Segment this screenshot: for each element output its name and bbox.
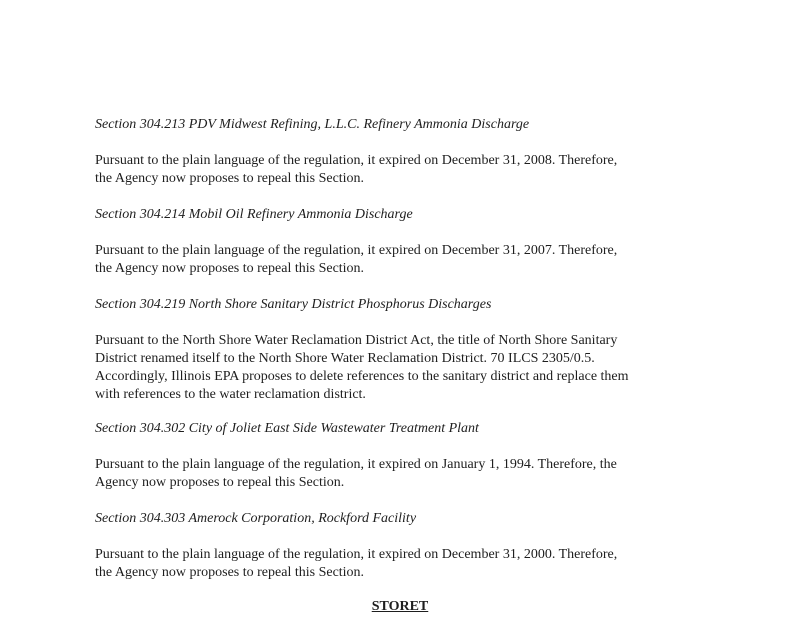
- paragraph-line: Pursuant to the plain language of the regulation, it expired on December 31, 2000. Therefore,: [95, 547, 618, 562]
- paragraph-line: the Agency now proposes to repeal this Section.: [95, 261, 365, 276]
- section-heading: Section 304.303 Amerock Corporation, Rockford Facility: [95, 511, 417, 526]
- paragraph-line: the Agency now proposes to repeal this Section.: [95, 565, 365, 580]
- section-paragraph: [95, 242, 707, 278]
- section-paragraph: [95, 332, 707, 404]
- section-paragraph: [95, 546, 707, 582]
- paragraph-line: with references to the water reclamation district.: [95, 387, 366, 402]
- paragraph-line: Pursuant to the plain language of the regulation, it expired on January 1, 1994. Therefore, the: [95, 457, 617, 472]
- paragraph-line: Pursuant to the plain language of the regulation, it expired on December 31, 2007. Therefore,: [95, 243, 618, 258]
- paragraph-line: Agency now proposes to repeal this Section.: [95, 475, 345, 490]
- section-paragraph: [95, 456, 707, 492]
- paragraph-line: Pursuant to the plain language of the regulation, it expired on December 31, 2008. Therefore,: [95, 153, 618, 168]
- section-heading: Section 304.213 PDV Midwest Refining, L.L.C. Refinery Ammonia Discharge: [95, 117, 530, 132]
- section-heading: Section 304.219 North Shore Sanitary District Phosphorus Discharges: [95, 297, 492, 312]
- section-heading: Section 304.302 City of Joliet East Side Wastewater Treatment Plant: [95, 421, 479, 436]
- paragraph-line: Pursuant to the North Shore Water Reclamation District Act, the title of North Shore Sanitary: [95, 333, 618, 348]
- paragraph-line: District renamed itself to the North Shore Water Reclamation District. 70 ILCS 2305/0.5.: [95, 351, 595, 366]
- section-paragraph: [95, 152, 707, 188]
- paragraph-line: the Agency now proposes to repeal this Section.: [95, 171, 365, 186]
- paragraph-line: Accordingly, Illinois EPA proposes to delete references to the sanitary district and replace them: [95, 369, 629, 384]
- storet-heading: STORET: [371, 599, 429, 614]
- section-heading: Section 304.214 Mobil Oil Refinery Ammonia Discharge: [95, 207, 413, 222]
